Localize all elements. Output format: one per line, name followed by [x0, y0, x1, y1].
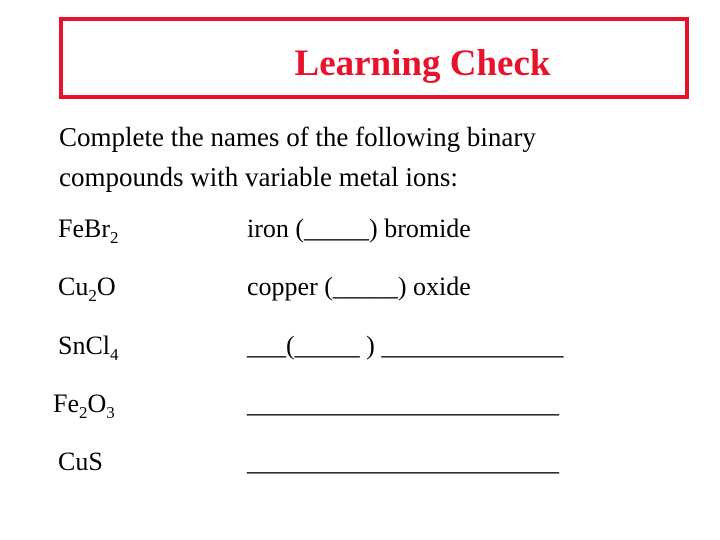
formula-element: Cu: [58, 447, 89, 476]
compound-formula: [58, 447, 103, 477]
formula-subscript: 2: [88, 286, 97, 305]
formula-element: Fe: [53, 389, 79, 418]
compound-formula: [58, 272, 116, 305]
formula-element: Br: [84, 214, 110, 243]
compound-answer: copper (_____) oxide: [247, 272, 471, 301]
formula-element: Sn: [58, 331, 86, 360]
formula-subscript: 4: [110, 345, 119, 364]
compound-answer: ___(_____ ) ______________: [247, 331, 564, 360]
instructions-line-2: compounds with variable metal ions:: [59, 162, 458, 192]
formula-element: Cl: [85, 331, 111, 360]
formula-element: S: [88, 447, 103, 476]
formula-subscript: 2: [79, 403, 88, 422]
instructions-line-1: Complete the names of the following binary: [59, 122, 536, 152]
compound-answer: ________________________: [247, 389, 559, 418]
page-title: Learning Check: [294, 43, 551, 84]
compound-answer: iron (_____) bromide: [247, 214, 471, 243]
formula-subscript: 2: [110, 228, 119, 247]
compound-answer: ________________________: [247, 447, 559, 476]
formula-element: O: [96, 272, 116, 301]
instructions: [59, 117, 659, 197]
formula-element: O: [87, 389, 107, 418]
compound-formula: [58, 331, 119, 364]
compound-formula: [53, 389, 115, 422]
formula-element: Fe: [58, 214, 84, 243]
formula-subscript: 3: [106, 403, 115, 422]
formula-element: Cu: [58, 272, 89, 301]
compound-formula: [58, 214, 119, 247]
